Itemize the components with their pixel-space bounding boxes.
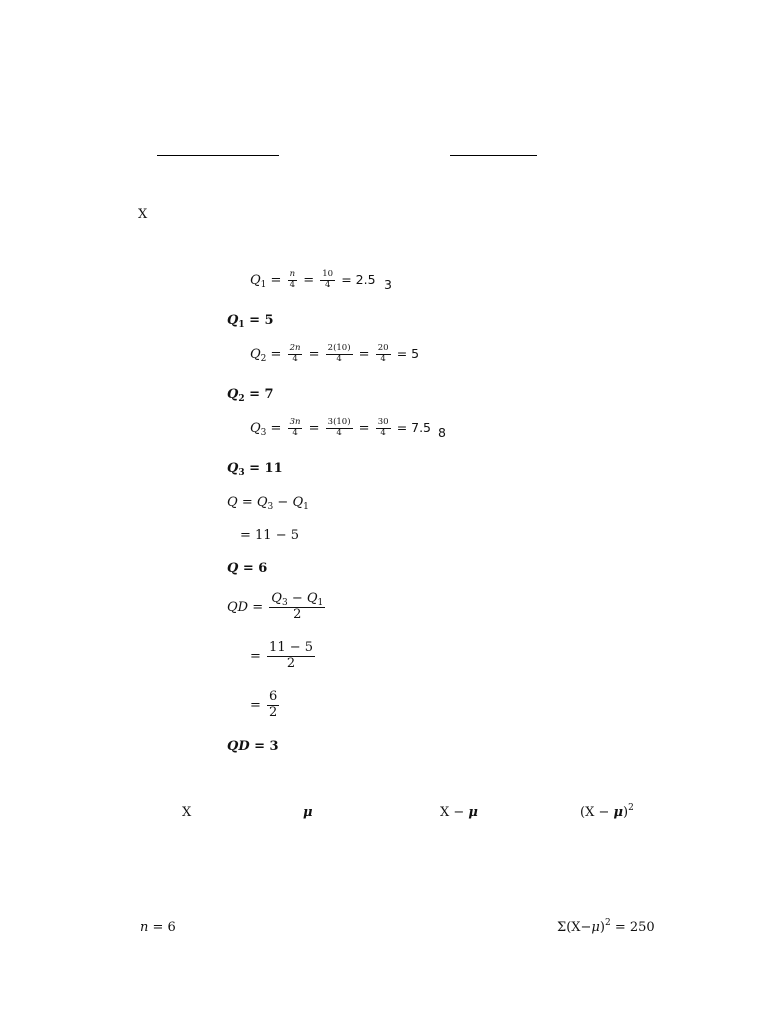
table-header-mu: μ [303,805,313,820]
q3-formula: $Q_3$ = $\frac{3n}{4}$ = $\frac{3(10)}{4}$ = $\frac{30}{4}$ = 7.5 [250,417,432,438]
qd-step-1: = $\frac{11 - 5}{2}$ [250,640,314,671]
range-formula: $Q = Q_3 - Q_1$ [227,495,309,512]
table-header-x: X [182,805,192,820]
q1-fraction-n-over-4: $\frac{n}{4}$ [289,269,296,290]
range-step: = 11 − 5 [240,528,299,543]
q2-fraction-2-10-over-4: $\frac{2(10)}{4}$ [327,343,351,364]
header-rule-left [157,155,279,156]
qd-fraction-11-minus-5-over-2: $\frac{11 - 5}{2}$ [269,640,314,671]
q1-position: 3 [384,277,392,292]
qd-formula: QD = $\frac{Q_3 - Q_1}{2}$ [227,591,324,622]
q3-answer: $Q_3 = 11$ [227,461,283,478]
qd-fraction-q3-minus-q1-over-2: $\frac{Q_3 - Q_1}{2}$ [271,591,324,622]
q3-position: 8 [438,425,446,440]
q1-answer: $Q_1 = 5$ [227,313,274,330]
qd-answer: QD = 3 [227,739,279,754]
qd-step-2: = $\frac{6}{2}$ [250,689,278,720]
q2-fraction-2n-over-4: $\frac{2n}{4}$ [289,343,301,364]
q2-formula: $Q_2$ = $\frac{2n}{4}$ = $\frac{2(10)}{4}$ = $\frac{20}{4}$ = 5 [250,343,420,364]
x-label: X [138,207,148,222]
range-answer: Q = 6 [227,561,268,576]
q3-fraction-30-over-4: $\frac{30}{4}$ [377,417,389,438]
q1-formula: $Q_1$ = $\frac{n}{4}$ = $\frac{10}{4}$ = 2.5 [250,269,376,290]
q2-fraction-20-over-4: $\frac{20}{4}$ [377,343,389,364]
q2-answer: $Q_2 = 7$ [227,387,274,404]
header-rule-right [450,155,537,156]
q3-fraction-3n-over-4: $\frac{3n}{4}$ [289,417,301,438]
table-header-x-minus-mu: X − μ [440,805,478,820]
q1-fraction-10-over-4: $\frac{10}{4}$ [322,269,334,290]
sum-of-squares: $\Sigma(X-\mu)^2 = 250$ [557,918,655,935]
qd-fraction-6-over-2: $\frac{6}{2}$ [269,689,278,720]
sample-size: n = 6 [140,920,176,935]
q3-fraction-3-10-over-4: $\frac{3(10)}{4}$ [327,417,351,438]
table-header-x-minus-mu-squared: $(X - \mu)^2$ [580,803,634,820]
